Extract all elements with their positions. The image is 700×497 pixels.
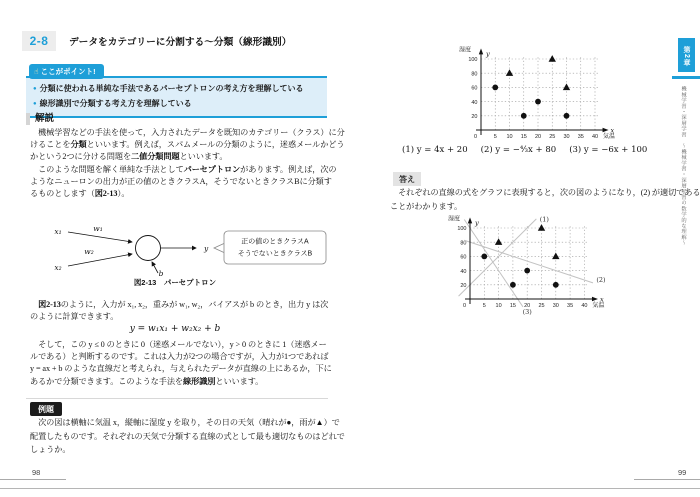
data-point-circle [553, 282, 559, 288]
x-tick-label: 10 [495, 303, 502, 309]
x-tick-label: 25 [549, 134, 556, 140]
equation: (1) y = 4x + 20 [402, 145, 468, 155]
bubble-text-line1: 正の値のときクラスA [241, 238, 309, 246]
y-axis-name: 湿度 [459, 47, 472, 54]
text-line: あるかで分類できます。このような手法を線形識別といいます。 [30, 376, 264, 386]
text-line: かという2つに分ける問題を二値分類問題といいます。 [30, 152, 228, 162]
y-axis-letter: y [475, 219, 479, 228]
figure-caption: 図2-13 パーセプトロン [133, 278, 217, 287]
text-line: ことがわかります。 [390, 201, 463, 211]
text-line: 配置したものです。それぞれの天気で分類する直線の式として最も適切なものはどれで [30, 431, 345, 441]
text-line: ようなニューロンの出力が正の値のときクラスA，そうでないときクラスBに分類す [30, 176, 332, 186]
x-tick-label: 20 [524, 303, 531, 309]
x-tick-label: 15 [509, 303, 516, 309]
points-tab-label: ここがポイント! [40, 67, 96, 76]
data-point-circle [510, 282, 516, 288]
speech-bubble-tail [214, 243, 225, 253]
kaisetsu-paragraph-1 [30, 127, 345, 200]
weight1-label: w₁ [93, 224, 103, 233]
text-line: 次の図は横軸に気温 x，縦軸に湿度 y を取り，その日の天気（晴れが●，雨が▲）で [30, 418, 340, 427]
x-tick-label: 20 [534, 134, 542, 140]
text-line: そして，この y ≤ 0 のときに 0（迷惑メールでない），y > 0 のときに 1（迷惑メー [30, 340, 327, 349]
input1-arrow [68, 232, 132, 242]
x-axis-name: 気温 [592, 303, 605, 309]
scatter-chart-question [445, 38, 617, 148]
section-number: 2-8 [22, 31, 56, 51]
text-line: ルである）と判断するのです。これは入力が2つの場合ですが，入力が1つであれば [30, 352, 329, 362]
speech-bubble [224, 231, 326, 264]
equation: (3) y = −6x + 100 [569, 145, 648, 155]
y-tick-label: 100 [457, 226, 467, 233]
text-line: それぞれの直線の式をグラフに表現すると，次の図のようになり，(2) が適切である [390, 188, 700, 197]
equation-options [402, 145, 647, 155]
bias-label: b [158, 269, 164, 277]
origin-label: 0 [473, 134, 477, 140]
answer-paragraph [390, 186, 700, 213]
footer-rule-left [0, 479, 66, 480]
point-item [33, 97, 320, 112]
page-right [350, 0, 700, 497]
bullet-icon: ● [33, 86, 37, 92]
chapter-side-text: 機械学習・深層学習 〜機械学習・深層学習の数学的な理解〜 [680, 86, 686, 246]
x-tick-label: 35 [567, 303, 574, 309]
y-axis-letter: y [486, 50, 490, 59]
pointing-hand-icon: ☝ [34, 67, 39, 76]
text-line: しょうか。 [30, 445, 71, 454]
y-tick-label: 80 [460, 240, 467, 247]
x-tick-label: 25 [538, 303, 545, 309]
y-tick-label: 60 [471, 85, 478, 92]
perceptron-formula: y = w₁x₁ + w₂x₂ + b [129, 324, 221, 334]
output-label: y [204, 244, 209, 253]
kaisetsu-paragraph-3 [30, 339, 332, 388]
x-axis-name: 気温 [603, 134, 616, 140]
y-tick-label: 20 [471, 114, 478, 120]
text-line: るものとします（図2-13）。 [30, 188, 130, 198]
x-tick-label: 5 [482, 303, 486, 309]
data-point-triangle [549, 55, 556, 62]
data-point-circle [481, 254, 487, 260]
y-tick-label: 100 [468, 57, 478, 64]
example-paragraph [30, 416, 345, 457]
page-number-left: 98 [32, 468, 41, 477]
text-line: 機械学習などの手法を使って，入力されたデータを既知のカテゴリー（クラス）に分 [30, 128, 345, 137]
y-axis-arrow [468, 217, 472, 223]
points-box [26, 64, 327, 134]
bubble-text-line2: そうでないときクラスB [237, 250, 313, 258]
text-line: y = ax + b のような直線だと考えられ，与えられたデータが直線の上にあるか，下に [30, 364, 332, 374]
y-tick-label: 40 [460, 268, 467, 275]
text-line: 図2-13のように，入力が x₁, x₂，重みが w₁, w₂，バイアスが b のとき，出力 y は次 [38, 300, 329, 309]
y-tick-label: 40 [471, 99, 478, 106]
data-point-circle [564, 113, 570, 119]
neuron-circle [136, 236, 161, 261]
y-tick-label: 60 [460, 254, 467, 261]
chapter-rule [672, 76, 700, 79]
text-line: のように計算できます。 [30, 312, 119, 322]
origin-label: 0 [462, 303, 466, 309]
x-tick-label: 40 [591, 134, 599, 140]
data-point-triangle [506, 69, 513, 76]
line-label: (3) [522, 307, 532, 316]
classification-line [464, 240, 593, 283]
x-tick-label: 5 [493, 134, 497, 140]
y-tick-label: 80 [471, 71, 478, 78]
section-header [22, 31, 291, 51]
perceptron-diagram [28, 221, 344, 277]
x-tick-label: 40 [581, 303, 588, 309]
kaisetsu-paragraph-2 [30, 299, 328, 323]
x-tick-label: 10 [506, 134, 513, 140]
point-item [33, 82, 320, 97]
data-point-triangle [563, 84, 570, 91]
footer-rule-right [634, 479, 700, 480]
y-axis-arrow [479, 48, 483, 54]
x-axis-letter: x [610, 126, 615, 135]
point-text: 線形識別で分類する考え方を理解している [39, 98, 192, 108]
x-axis-arrow [592, 297, 598, 301]
x-axis-letter: x [599, 295, 604, 304]
classification-line [464, 219, 523, 306]
x-axis-arrow [603, 128, 609, 132]
kaisetsu-heading: 解説 [26, 113, 54, 125]
data-point-circle [524, 268, 530, 274]
x-tick-label: 15 [520, 134, 527, 140]
x-tick-label: 35 [577, 134, 584, 140]
line-label: (2) [596, 275, 606, 284]
scatter-chart-answer [445, 210, 617, 346]
bullet-icon: ● [33, 100, 37, 107]
input2-arrow [68, 254, 132, 266]
point-text: 分類に使われる単純な手法であるパーセプトロンの考え方を理解している [39, 84, 304, 93]
data-point-triangle [552, 253, 559, 260]
data-point-circle [521, 113, 527, 119]
page-bottom-edge [0, 488, 700, 489]
x-tick-label: 30 [552, 303, 559, 309]
y-tick-label: 20 [460, 283, 467, 289]
input1-label: x₁ [54, 227, 62, 236]
text-line: けることを分類といいます。例えば，スパムメールの分類のように，迷惑メールかどう [30, 140, 345, 150]
section-divider [26, 398, 328, 399]
data-point-circle [492, 85, 498, 91]
y-axis-name: 湿度 [448, 216, 461, 223]
weight2-label: w₂ [84, 247, 94, 256]
page-number-right: 99 [678, 468, 687, 477]
text-line: このような問題を解く単純な手法としてパーセプトロンがあります。例えば，次の [30, 164, 337, 174]
data-point-triangle [538, 224, 545, 231]
input2-label: x₂ [54, 263, 62, 272]
data-point-triangle [495, 238, 502, 245]
equation: (2) y = −⁴⁄₃x + 80 [480, 145, 557, 155]
section-title: データをカテゴリーに分割する〜分類（線形識別） [69, 37, 292, 48]
points-tab [29, 64, 104, 79]
data-point-circle [535, 99, 541, 105]
answer-label: 答え [393, 172, 421, 186]
x-tick-label: 30 [563, 134, 570, 140]
chapter-tab: 第2章 [678, 38, 695, 72]
line-label: (1) [539, 215, 549, 224]
bias-arrow [152, 262, 158, 273]
example-label: 例題 [30, 402, 62, 416]
points-list [26, 76, 327, 118]
